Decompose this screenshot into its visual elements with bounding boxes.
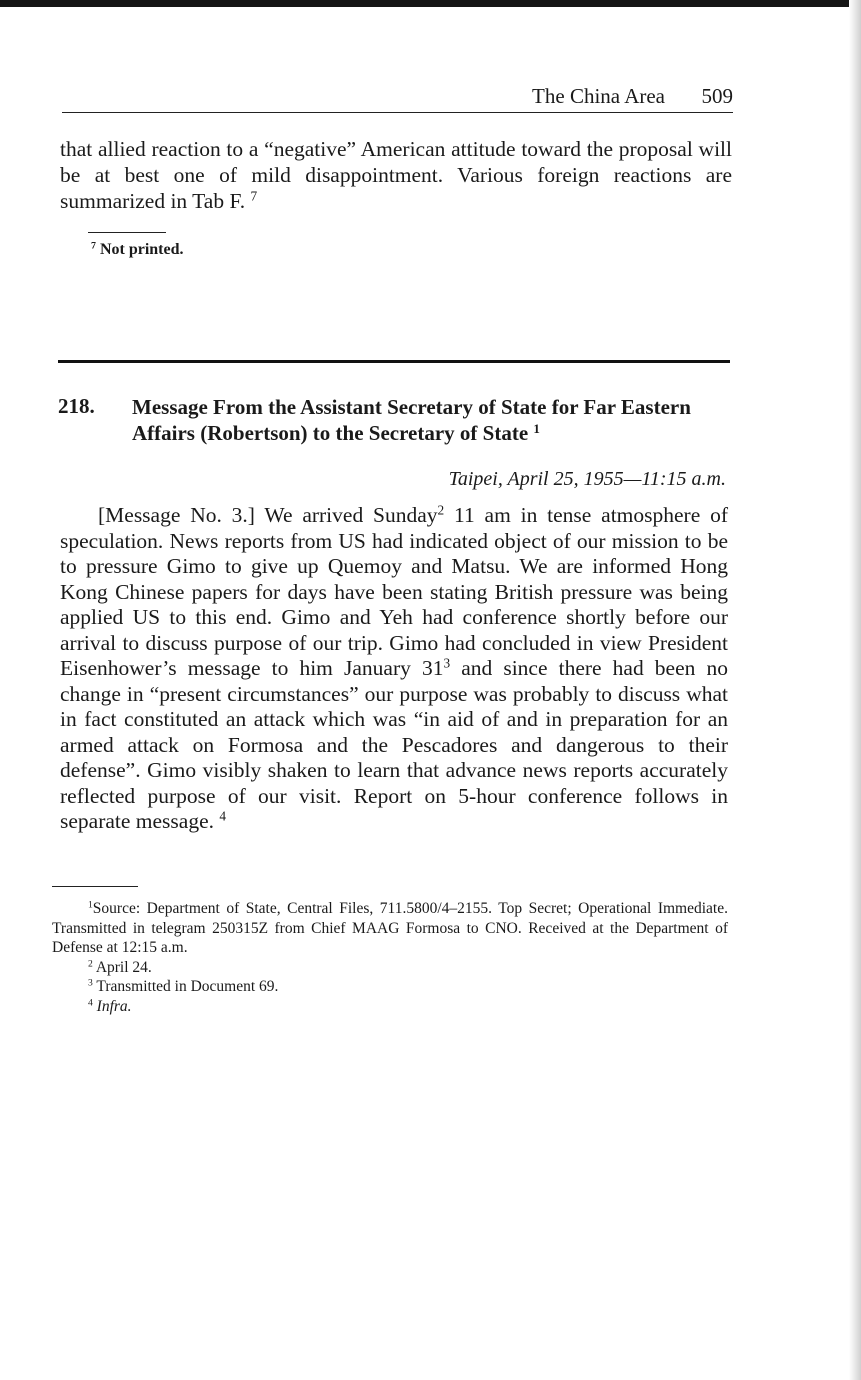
- continuation-paragraph: [60, 136, 732, 214]
- footnote-7-marker: 7: [91, 240, 96, 252]
- page-number: 509: [701, 84, 733, 108]
- scan-top-edge: [0, 0, 861, 7]
- footnote-ref-1: 1: [533, 420, 540, 436]
- scan-right-edge: [849, 0, 861, 1380]
- footnote-ref-2: 2: [437, 502, 445, 518]
- footnote-ref-7: 7: [250, 188, 258, 204]
- footnote-3: [52, 977, 728, 997]
- footnote-4: [52, 997, 728, 1017]
- footnote-rule: [88, 232, 166, 233]
- footnote-3-text: Transmitted in Document 69.: [96, 978, 279, 995]
- dateline: Taipei, April 25, 1955—11:15 a.m.: [448, 468, 726, 490]
- footnote-4-text: Infra.: [96, 997, 132, 1015]
- body-segment: and since there had been no change in “present circumstances” our purpose was probably to discuss what in fact constituted an attack which was “in aid of and in preparation for an armed attack on Formosa and the Pescadores and dangerous to their defense”. Gimo visibly shaken to learn that advance news reports accurately reflected purpose of our visit. Report on 5-hour conference follows in separate message.: [60, 656, 728, 833]
- continuation-text: that allied reaction to a “negative” American attitude toward the proposal will be at best one of mild disappointment. Various foreign reactions are summarized in Tab F.: [60, 137, 732, 213]
- page-header: [62, 84, 733, 113]
- footnote-1: [52, 899, 728, 958]
- footnote-ref-3: 3: [443, 655, 451, 671]
- running-head: The China Area: [532, 84, 665, 108]
- footnote-7-text: Not printed.: [99, 241, 184, 258]
- document-number: 218.: [58, 394, 95, 418]
- message-body: [60, 503, 728, 835]
- footnote-1-marker: 1: [88, 899, 93, 911]
- body-segment: [Message No. 3.] We arrived Sunday: [98, 503, 438, 527]
- footnote-2-text: April 24.: [95, 958, 152, 976]
- footnote-rule: [52, 886, 138, 887]
- footnote-3-marker: 3: [88, 977, 93, 989]
- document-title-text: Message From the Assistant Secretary of State for Far Eastern Affairs (Robertson) to the Secretary of State: [132, 395, 691, 445]
- footnotes: [52, 899, 728, 1016]
- footnote-7: [91, 241, 184, 259]
- footnote-4-marker: 4: [88, 997, 93, 1009]
- footnote-ref-4: 4: [219, 808, 227, 824]
- footnote-2: [52, 958, 728, 978]
- footnote-2-marker: 2: [88, 958, 93, 970]
- body-segment: 11 am in tense atmosphere of speculation. News reports from US had indicated object of our mission to be to pressure Gimo to give up Quemoy and Matsu. We are informed Hong Kong Chinese papers for days have been stating British pressure was being applied US to this end. Gimo and Yeh had conference shortly before our arrival to discuss purpose of our trip. Gimo had concluded in view President Eisenhower’s message to him January 31: [60, 503, 728, 680]
- document-title: [132, 394, 732, 446]
- section-divider: [58, 360, 730, 363]
- footnote-1-text: Source: Department of State, Central Files, 711.5800/4–2155. Top Secret; Operational Immediate. Transmitted in telegram 250315Z from Chief MAAG Formosa to CNO. Received at the Department of Defense at 12:15 a.m.: [52, 900, 728, 956]
